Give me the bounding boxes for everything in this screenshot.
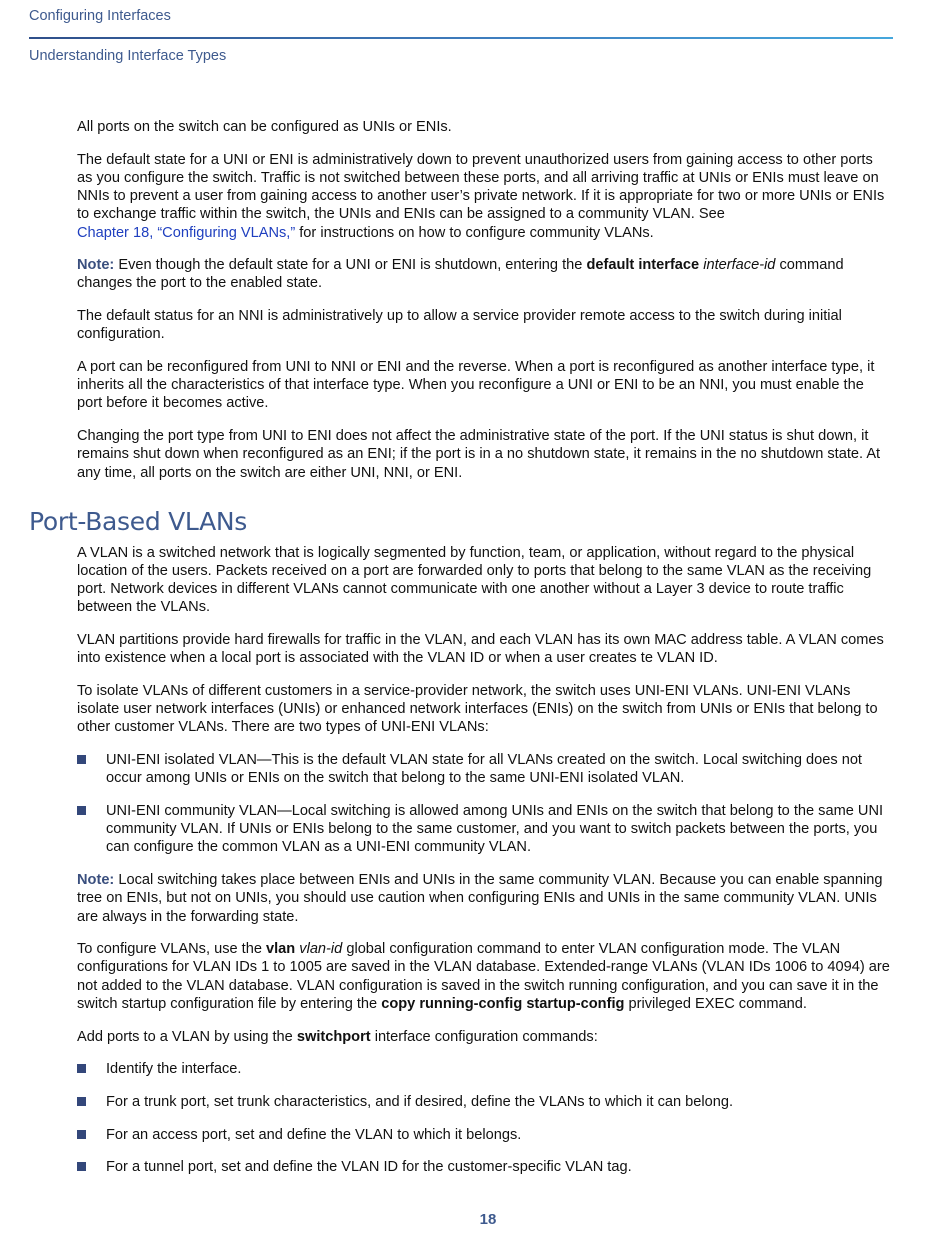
- list-item-text: For a trunk port, set trunk characteristics, and if desired, define the VLANs to which it can belong.: [106, 1093, 734, 1110]
- header-section: Understanding Interface Types: [29, 48, 227, 64]
- page-number: 18: [479, 1211, 497, 1228]
- paragraph: A port can be reconfigured from UNI to NNI or ENI and the reverse. When a port is reconfigured as another interface type, it inherits all the characteristics of that interface type. When you reconfigure a UNI or ENI to be an NNI, you must enable the port before it becomes active.: [77, 359, 875, 412]
- list-item: [77, 1060, 892, 1078]
- note-text: Even though the default state for a UNI or ENI is shutdown, entering the: [114, 257, 587, 274]
- paragraph-text: privileged EXEC command.: [624, 995, 807, 1012]
- note-label: Note:: [77, 257, 115, 274]
- command-keyword: vlan: [266, 941, 296, 958]
- square-bullet-icon: [77, 755, 86, 764]
- square-bullet-icon: [77, 806, 86, 815]
- list-item: [77, 1126, 892, 1144]
- paragraph: [77, 1028, 892, 1046]
- list-item-text: UNI-ENI isolated VLAN—This is the default VLAN state for all VLANs created on the switch. Local switching does not occur among UNIs or ENIs on the switch that belong to the same UNI-ENI isolated VLAN.: [106, 752, 862, 787]
- list-item-text: Identify the interface.: [106, 1061, 242, 1078]
- paragraph: [77, 151, 892, 242]
- paragraph: The default status for an NNI is administratively up to allow a service provider remote access to the switch during initial configuration.: [77, 308, 842, 343]
- vlan-types-list: [77, 751, 892, 857]
- list-item-text: For an access port, set and define the VLAN to which it belongs.: [106, 1126, 522, 1143]
- paragraph: [77, 940, 892, 1013]
- note-text: command changes the port to the enabled state.: [77, 257, 844, 292]
- list-item: [77, 1158, 892, 1176]
- header-chapter: Configuring Interfaces: [29, 8, 171, 24]
- command-argument: vlan-id: [299, 941, 343, 958]
- paragraph: VLAN partitions provide hard firewalls for traffic in the VLAN, and each VLAN has its own MAC address table. A VLAN comes into existence when a local port is associated with the VLAN ID or when a user creates te VLAN ID.: [77, 632, 884, 667]
- paragraph: All ports on the switch can be configured as UNIs or ENIs.: [77, 119, 452, 135]
- paragraph-text: The default state for a UNI or ENI is administratively down to prevent unauthorized users from gaining access to other ports as you configure the switch. Traffic is not switched between these ports, and all arriving traffic at UNIs or ENIs must leave on NNIs to prevent a user from gaining access to another user’s private network. If it is appropriate for two or more UNIs or ENIs to exchange traffic within the switch, the UNIs and ENIs can be assigned to a community VLAN. See: [77, 151, 885, 223]
- paragraph: A VLAN is a switched network that is logically segmented by function, team, or application, without regard to the physical location of the users. Packets received on a port are forwarded only to ports that belong to the same VLAN as the receiving port. Network devices in different VLANs cannot communicate with one another without a Layer 3 device to route traffic between the VLANs.: [77, 544, 872, 616]
- list-item: [77, 802, 892, 857]
- command-argument: interface-id: [703, 257, 776, 274]
- list-item: [77, 751, 892, 787]
- list-item-text: For a tunnel port, set and define the VLAN ID for the customer-specific VLAN tag.: [106, 1159, 632, 1176]
- paragraph: Changing the port type from UNI to ENI does not affect the administrative state of the port. If the UNI status is shut down, it remains shut down when reconfigured as an ENI; if the port is in a no shutdown state, it remains in the no shutdown state. At any time, all ports on the switch are either UNI, NNI, or ENI.: [77, 428, 881, 481]
- command-keyword: default interface: [586, 257, 700, 274]
- paragraph-text: for instructions on how to configure community VLANs.: [295, 224, 654, 241]
- square-bullet-icon: [77, 1130, 86, 1139]
- paragraph-text: interface configuration commands:: [370, 1028, 598, 1045]
- note: [77, 871, 892, 926]
- paragraph-text: global configuration command to enter VLAN configuration mode. The VLAN configurations for VLAN IDs 1 to 1005 are saved in the VLAN database. Extended-range VLANs (VLAN IDs 1006 to 4094) are not added to the VLAN database. VLAN configuration is saved in the switch running configuration, and you can save it in the switch startup configuration file by entering the: [77, 941, 890, 1012]
- paragraph-text: Add ports to a VLAN by using the: [77, 1028, 297, 1045]
- paragraph: To isolate VLANs of different customers in a service-provider network, the switch uses UNI-ENI VLANs. UNI-ENI VLANs isolate user network interfaces (UNIs) or enhanced network interfaces (ENIs) on the switch from UNIs or ENIs that belong to other customer VLANs. There are two types of UNI-ENI VLANs:: [77, 682, 878, 736]
- header-rule: [29, 37, 893, 39]
- steps-list: [77, 1060, 892, 1176]
- square-bullet-icon: [77, 1064, 86, 1073]
- note-text: Local switching takes place between ENIs and UNIs in the same community VLAN. Because you can enable spanning tree on ENIs, but not on UNIs, you should use caution when configuring ENIs and UNIs in the same community VLAN. UNIs are always in the forwarding state.: [77, 872, 883, 925]
- paragraph-text: To configure VLANs, use the: [77, 941, 267, 958]
- command-keyword: switchport: [296, 1028, 371, 1045]
- chapter-18-link[interactable]: Chapter 18, “Configuring VLANs,”: [77, 224, 296, 241]
- list-item: [77, 1093, 892, 1111]
- square-bullet-icon: [77, 1162, 86, 1171]
- note: [77, 256, 892, 292]
- square-bullet-icon: [77, 1097, 86, 1106]
- command-keyword: copy running-config startup-config: [381, 995, 625, 1012]
- section-heading: Port-Based VLANs: [29, 506, 248, 536]
- document-body: [29, 118, 892, 1191]
- list-item-text: UNI-ENI community VLAN—Local switching is allowed among UNIs and ENIs on the switch that belong to the same UNI community VLAN. If UNIs or ENIs belong to the same customer, and you want to switch packets between the ports, you can configure the common VLAN as a UNI-ENI community VLAN.: [106, 802, 884, 856]
- note-label: Note:: [77, 872, 115, 889]
